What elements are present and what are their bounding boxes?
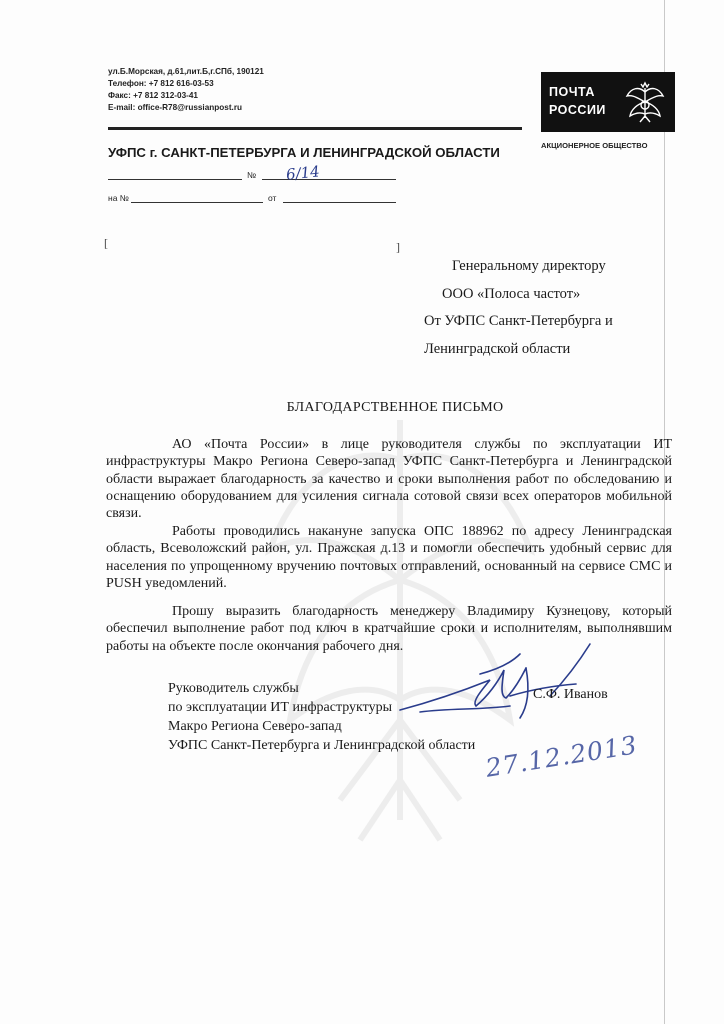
outgoing-number-handwritten: 6/14 xyxy=(285,162,321,184)
addressee-bracket-right: ] xyxy=(396,240,400,254)
addressee-line-2: ООО «Полоса частот» xyxy=(442,286,581,302)
logo-line-2: РОССИИ xyxy=(549,103,606,117)
reply-to-date-label: от xyxy=(268,193,277,203)
reply-to-label: на № xyxy=(108,193,129,203)
outgoing-date-line xyxy=(108,179,242,180)
letter-paragraph-2: Работы проводились накануне запуска ОПС 188962 по адресу Ленинградская область, Всеволожский район, ул. Пражская д.13 и помогли обеспечить удобный сервис для населения по упрощенному вручению почтовых отправлений, основанный на сервисе СМС и PUSH уведомлений. xyxy=(106,524,672,591)
header-rule xyxy=(108,127,522,130)
sender-phone: Телефон: +7 812 616-03-53 xyxy=(108,79,214,88)
outgoing-number-line xyxy=(262,179,396,180)
letter-paragraph-1: АО «Почта России» в лице руководителя службы по эксплуатации ИТ инфраструктуры Макро Региона Северо-запад УФПС Санкт-Петербурга и Ленинградской области выражает благодарность за качество и сроки выполнения работ по обследованию и оснащению оборудованием для усиления сигнала сотовой связи всех операторов мобильной связи. xyxy=(106,437,672,522)
signature-date-handwritten: 27.12.2013 xyxy=(483,730,640,783)
signatory-position-line-2: по эксплуатации ИТ инфраструктуры xyxy=(168,700,392,715)
addressee-line-4: Ленинградской области xyxy=(424,341,571,357)
letter-title: БЛАГОДАРСТВЕННОЕ ПИСЬМО xyxy=(286,400,504,415)
organization-name: УФПС г. САНКТ-ПЕТЕРБУРГА И ЛЕНИНГРАДСКОЙ ОБЛАСТИ xyxy=(108,145,500,160)
outgoing-number-label: № xyxy=(247,170,257,180)
signatory-position-line-3: Макро Региона Северо-запад xyxy=(168,719,342,734)
addressee-line-1: Генеральному директору xyxy=(452,258,606,274)
logo-wordmark xyxy=(549,83,615,119)
sender-address: ул.Б.Морская, д.61,лит.Б,г.СПб, 190121 xyxy=(108,67,264,76)
signatory-position-line-1: Руководитель службы xyxy=(168,681,299,696)
signatory-name: С.Ф. Иванов xyxy=(533,687,608,702)
handwritten-signature xyxy=(380,640,610,730)
reply-to-number-line xyxy=(131,202,263,203)
addressee-bracket-left: [ xyxy=(104,236,108,250)
letter-paragraph-3: Прошу выразить благодарность менеджеру Владимиру Кузнецову, который обеспечил выполнение работ под ключ в кратчайшие сроки и исполнителям, выполнявшим работы на объекте после окончания рабочего дня. xyxy=(106,604,672,654)
russian-post-logo xyxy=(541,72,675,132)
addressee-line-3: От УФПС Санкт-Петербурга и xyxy=(424,313,613,329)
sender-fax: Факс: +7 812 312-03-41 xyxy=(108,91,198,100)
sender-email: E-mail: office-R78@russianpost.ru xyxy=(108,103,243,112)
signatory-position-line-4: УФПС Санкт-Петербурга и Ленинградской области xyxy=(168,738,476,753)
double-headed-eagle-icon xyxy=(621,78,669,126)
logo-line-1: ПОЧТА xyxy=(549,85,595,99)
reply-to-date-line xyxy=(283,202,396,203)
logo-subtitle: АКЦИОНЕРНОЕ ОБЩЕСТВО xyxy=(541,141,648,150)
